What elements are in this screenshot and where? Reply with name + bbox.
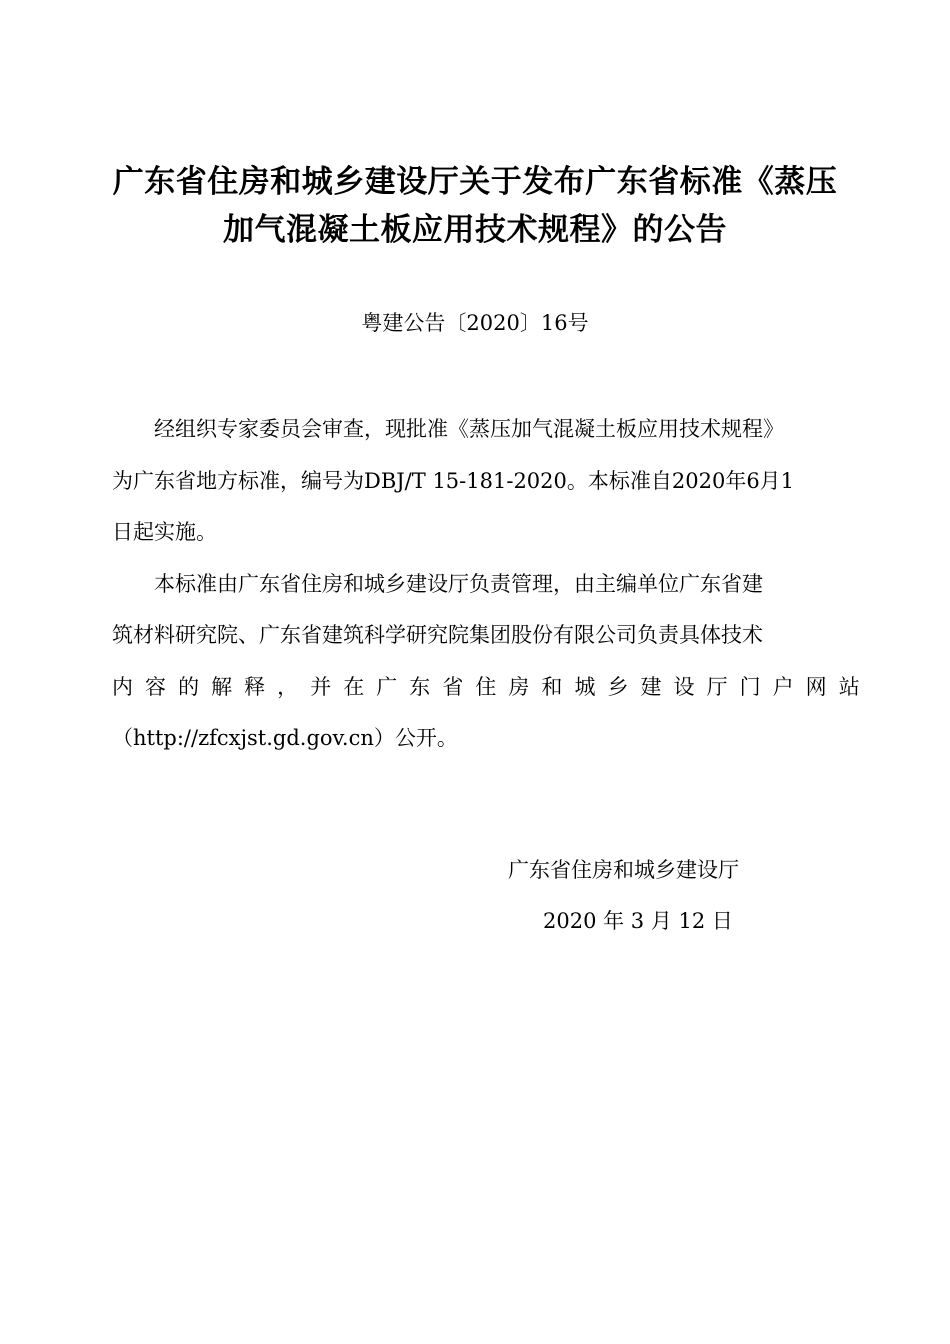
paragraph-2-line-2: 筑材料研究院、广东省建筑科学研究院集团股份有限公司负责具体技术 xyxy=(112,623,763,647)
spread-char: 容 xyxy=(145,674,167,699)
spread-char: 并 xyxy=(310,674,332,699)
spread-char: 在 xyxy=(343,674,365,699)
spread-char: 住 xyxy=(475,674,497,699)
notice-title xyxy=(100,158,850,254)
spread-char: ， xyxy=(277,674,299,699)
paragraph-2-line-3 xyxy=(112,662,860,714)
document-number: 粤建公告〔2020〕16号 xyxy=(361,311,589,335)
spread-char: 广 xyxy=(376,674,398,699)
signature-date: 2020 年 3 月 12 日 xyxy=(543,909,733,933)
spread-char: 东 xyxy=(409,674,431,699)
spread-char: 乡 xyxy=(607,674,629,699)
spread-char: 站 xyxy=(838,674,860,699)
spread-char: 解 xyxy=(211,674,233,699)
spread-char: 厅 xyxy=(706,674,728,699)
spread-char: 内 xyxy=(112,674,133,699)
spread-char: 释 xyxy=(244,674,266,699)
paragraph-1-line-1: 经组织专家委员会审查，现批准《蒸压加气混凝土板应用技术规程》 xyxy=(154,417,784,441)
title-line-2: 加气混凝土板应用技术规程》的公告 xyxy=(223,212,727,248)
paragraph-2-line-4: （http://zfcxjst.gd.gov.cn）公开。 xyxy=(112,726,458,750)
spread-char: 设 xyxy=(673,674,695,699)
spread-char: 网 xyxy=(805,674,827,699)
title-line-1: 广东省住房和城乡建设厅关于发布广东省标准《蒸压 xyxy=(112,164,838,200)
signature-organization: 广东省住房和城乡建设厅 xyxy=(508,858,739,882)
paragraph-2 xyxy=(112,559,860,765)
spread-char: 门 xyxy=(739,674,761,699)
spread-char: 和 xyxy=(541,674,563,699)
notice-body xyxy=(112,404,860,765)
spread-char: 省 xyxy=(442,674,464,699)
paragraph-1 xyxy=(112,404,860,559)
paragraph-2-line-1: 本标准由广东省住房和城乡建设厅负责管理，由主编单位广东省建 xyxy=(154,571,763,596)
spread-char: 户 xyxy=(772,674,794,699)
spread-char: 的 xyxy=(178,674,200,699)
spread-char: 城 xyxy=(574,674,596,699)
paragraph-1-line-3: 日起实施。 xyxy=(112,520,217,544)
spread-char: 房 xyxy=(508,674,530,699)
paragraph-1-line-2: 为广东省地方标准，编号为DBJ/T 15-181-2020。本标准自2020年6月1 xyxy=(112,468,795,493)
spread-char: 建 xyxy=(640,674,662,699)
